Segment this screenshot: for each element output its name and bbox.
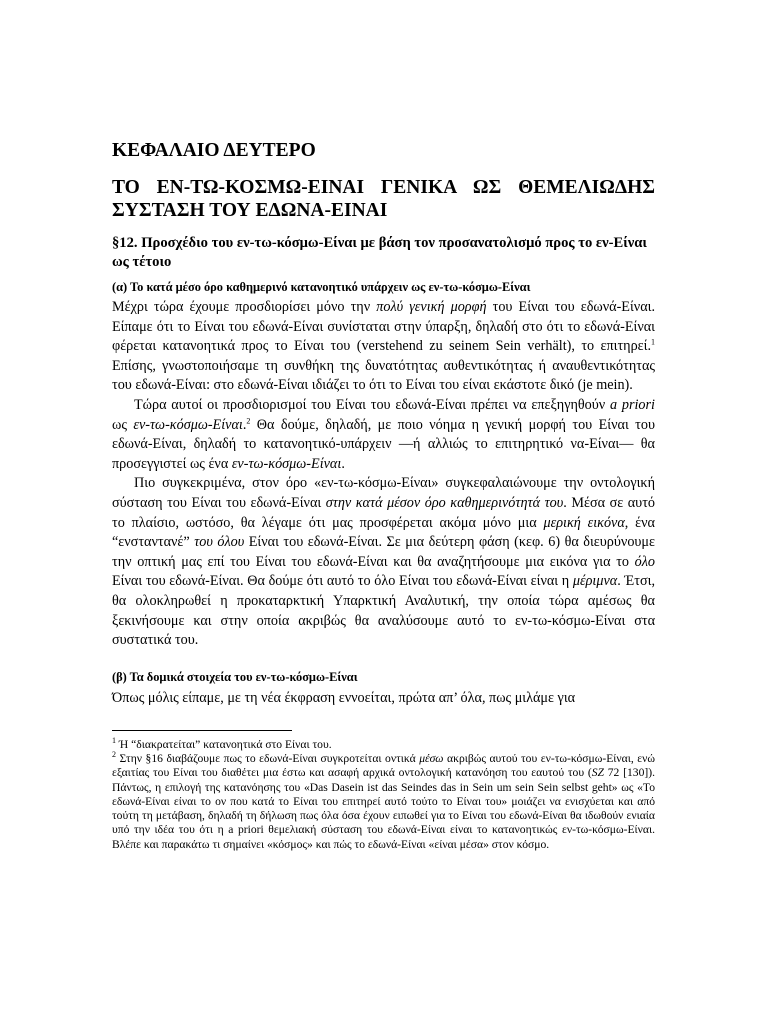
text-run: . Μέσα σε αυτό το πλαίσιο, ωστόσο, θα λέγαμε ότι μας προσφέρεται ακόμα μόνο μια (112, 494, 655, 531)
text-run: . Έτσι, θα ολοκληρωθεί η προκαταρκτική Υπαρκτική Αναλυτική, την οποία τώρα αμέσως θα ξεκινήσουμε και στην οποία ακριβώς θα αναλύσουμε αυτό το εν-τω-κόσμω-Είναι στα συστατικά του. (112, 573, 655, 649)
emphasis: του όλου (194, 534, 245, 551)
emphasis: μέριμνα (572, 573, 618, 590)
emphasis: a priori (610, 396, 655, 413)
text-run: ως (112, 416, 134, 433)
text-run: Είναι του εδωνά-Είναι. Θα δούμε ότι αυτό το όλο Είναι του εδωνά-Είναι είναι η (112, 573, 573, 590)
subsection-heading-a: (α) Το κατά μέσο όρο καθημερινό κατανοητικό υπάρχειν ως εν-τω-κόσμω-Είναι (112, 280, 531, 294)
section-heading: §12. Προσχέδιο του εν-τω-κόσμω-Είναι με βάση τον προσανατολισμό προς το εν-Είναι ως τέτοιο (112, 235, 647, 270)
subsection-heading-b: (β) Τα δομικά στοιχεία του εν-τω-κόσμω-Είναι (112, 670, 358, 684)
footnote-number: 1 (112, 736, 116, 746)
footnote-1 (112, 738, 655, 752)
footnote-divider (112, 730, 292, 731)
chapter-title-line-1: ΤΟ ΕΝ-ΤΩ-ΚΟΣΜΩ-ΕΙΝΑΙ ΓΕΝΙΚΑ ΩΣ ΘΕΜΕΛΙΩΔΗΣ (112, 177, 655, 198)
emphasis: μέσω (419, 752, 444, 765)
chapter-heading: ΚΕΦΑΛΑΙΟ ΔΕΥΤΕΡΟ (112, 140, 316, 161)
paragraph-1 (112, 298, 655, 396)
chapter-title-line-2: ΣΥΣΤΑΣΗ ΤΟΥ ΕΔΩΝΑ-ΕΙΝΑΙ (112, 200, 388, 221)
text-run: του Είναι του εδωνά-Είναι. Είπαμε ότι το Είναι του εδωνά-Είναι συνίσταται στην ύπαρξη, δηλαδή στο ότι το εδωνά-Είναι φέρεται κατανοητικά προς το Είναι του (verstehend zu seinem Sein verhält), το επιτηρεί. (112, 299, 655, 355)
text-run: , ένα “ενσταντανέ” (112, 514, 655, 551)
emphasis: SZ (591, 766, 604, 780)
footnote-ref-2[interactable]: 2 (246, 415, 251, 425)
text-run: . (341, 455, 345, 472)
emphasis: εν-τω-κόσμω-Είναι (231, 455, 342, 472)
body-text-b (112, 689, 655, 709)
footnote-ref-1[interactable]: 1 (651, 337, 655, 347)
paragraph-4: Όπως μόλις είπαμε, με τη νέα έκφραση εννοείται, πρώτα απ’ όλα, πως μιλάμε για (112, 690, 576, 706)
text-run: Πιο συγκεκριμένα, στον όρο «εν-τω-κόσμω-Είναι» συγκεφαλαιώνουμε την οντολογική σύσταση του Είναι του εδωνά-Είναι (112, 475, 655, 511)
emphasis: εν-τω-κόσμω-Είναι (133, 416, 243, 433)
text-run: Θα δούμε, δηλαδή, με ποιο νόημα η γενική μορφή του Είναι του εδωνά-Είναι, δηλαδή το κατανοητικό-υπάρχειν —ή αλλιώς το επιτηρητικό να-Είναι— θα προσεγγιστεί ως ένα (112, 416, 655, 472)
emphasis: στην κατά μέσον όρο καθημερινότητά του (325, 494, 564, 511)
chapter-title (112, 176, 655, 222)
text-run: Επίσης, γνωστοποιήσαμε τη συνθήκη της δυνατότητας αυθεντικότητας ή αναυθεντικότητας του εδωνά-Είναι: στο εδωνά-Είναι ιδιάζει το ότι το Είναι του είναι εκάστοτε δικό (je mein). (112, 357, 655, 394)
text-run: . (242, 416, 247, 433)
footnote-2 (112, 752, 655, 852)
emphasis: μερική εικόνα (543, 514, 625, 531)
text-run: Μέχρι τώρα έχουμε προσδιορίσει μόνο την (112, 299, 377, 315)
text-run: Τώρα αυτοί οι προσδιορισμοί του Είναι του εδωνά-Είναι πρέπει να επεξηγηθούν (134, 396, 610, 413)
paragraph-2 (112, 396, 655, 474)
footnote-text: Στην §16 διαβάζουμε πως το εδωνά-Είναι συγκροτείται οντικά (116, 752, 420, 765)
paragraph-3 (112, 474, 655, 650)
emphasis: όλο (634, 553, 655, 570)
footnote-text: 72 [130]). Πάντως, η επιλογή της κατανόησης του «Das Dasein ist das Seindes das in Sein um sein Sein selbst geht» ως «Το εδωνά-Είναι είναι το ον που κατά το Είναι του επιτηρεί αυτό τούτο το Είναι του» μοιάζει να ενισχύεται και από τούτη τη μετάβαση, δηλαδή τη δήλωση πως όλα όσα έχουν ειπωθεί για το Είναι του εδωνά-Είναι θα ιδωθούν ενιαία υπό την ιδέα του ότι η a priori θεμελιακή σύσταση του εδωνά-Είναι είναι το κατανοητικώς εν-τω-κόσμω-Είναι. Βλέπε και παρακάτω τι σημαίνει «κόσμος» και πώς το εδωνά-Είναι «είναι μέσα» στον κόσμο. (112, 766, 655, 851)
emphasis: πολύ γενική μορφή (376, 299, 487, 315)
footnote-text: ακριβώς αυτού του εν-τω-κόσμω-Είναι, ενώ εξαιτίας του Είναι του διαθέτει μια έστω και ασαφή αρχικά οντολογική κατανόηση του εαυτού του ( (112, 752, 656, 780)
footnote-text: Ή “διακρατείται” κατανοητικά στο Είναι του. (116, 738, 332, 751)
body-text-a (112, 298, 655, 651)
footnote-number: 2 (112, 750, 116, 760)
text-run: Είναι του εδωνά-Είναι. Σε μια δεύτερη φάση (κεφ. 6) θα διευρύνουμε την οπτική μας επί του Είναι του εδωνά-Είναι και θα αναζητήσουμε μια εικόνα για το (112, 534, 655, 570)
